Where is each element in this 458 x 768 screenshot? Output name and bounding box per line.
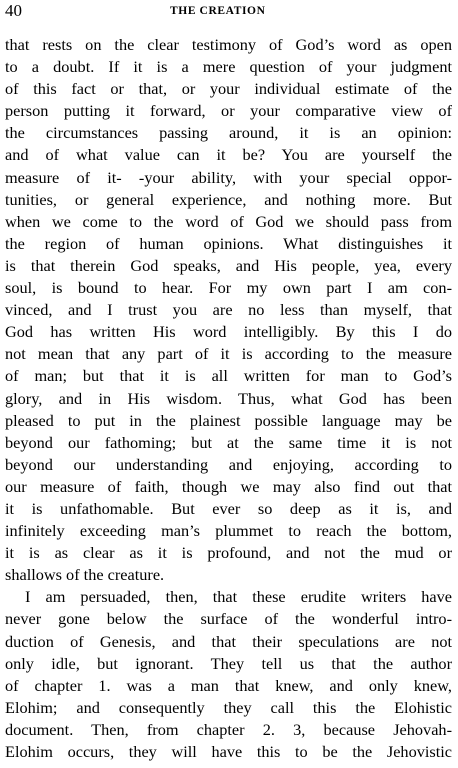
page-number: 40 <box>5 1 22 20</box>
text-line: that rests on the clear testimony of God’s word as open <box>5 35 452 54</box>
text-line: pleased to put in the plainest possible language may be <box>5 410 452 430</box>
text-line: document. Then, from chapter 2. 3, because Jehovah- <box>5 719 452 739</box>
text-line: duction of Genesis, and that their speculations are not <box>5 631 452 651</box>
text-line: vinced, and I trust you are no less than myself, that <box>5 300 452 320</box>
page-header <box>5 0 452 30</box>
text-line: person putting it forward, or your comparative view of <box>5 101 452 121</box>
text-line: the region of human opinions. What distinguishes it <box>5 233 452 253</box>
text-line: beyond our fathoming; but at the same time it is not <box>5 432 452 452</box>
text-line: to a doubt. If it is a mere question of your judgment <box>5 57 452 77</box>
text-line: God has written His word intelligibly. By this I do <box>5 322 452 342</box>
text-line: tunities, or general experience, and nothing more. But <box>5 189 452 209</box>
text-line: I am persuaded, then, that these erudite writers have <box>25 587 452 607</box>
text-line: of this fact or that, or your individual estimate of the <box>5 79 452 99</box>
text-line: it is as clear as it is profound, and not the mud or <box>5 543 452 563</box>
text-line: soul, is bound to hear. For my own part I am con- <box>5 278 452 298</box>
text-line: glory, and in His wisdom. Thus, what God has been <box>5 388 452 408</box>
text-line: Elohim; and consequently they call this the Elohistic <box>5 697 452 717</box>
text-line: shallows of the creature. <box>5 565 165 585</box>
text-line: and of what value can it be? You are yourself the <box>5 145 452 165</box>
text-line: not mean that any part of it is according to the measure <box>5 344 452 364</box>
text-line: beyond our understanding and enjoying, according to <box>5 454 452 474</box>
text-line: our measure of faith, though we may also find out that <box>5 476 452 496</box>
text-line: is that therein God speaks, and His people, yea, every <box>5 255 452 275</box>
text-line: measure of it- -your ability, with your special oppor- <box>5 167 452 187</box>
text-line: never gone below the surface of the wonderful intro- <box>5 609 452 629</box>
text-line: infinitely exceeding man’s plummet to reach the bottom, <box>5 521 452 541</box>
text-line: only idle, but ignorant. They tell us that the author <box>5 653 452 673</box>
body-text <box>5 34 452 763</box>
text-line: of chapter 1. was a man that knew, and only knew, <box>5 675 452 695</box>
text-line: the circumstances passing around, it is an opinion: <box>5 123 452 143</box>
text-line: it is unfathomable. But ever so deep as it is, and <box>5 498 452 518</box>
text-line: Elohim occurs, they will have this to be the Jehovistic <box>5 742 452 761</box>
text-line: of man; but that it is all written for man to God’s <box>5 366 452 386</box>
running-head: THE CREATION <box>170 5 266 17</box>
text-line: when we come to the word of God we should pass from <box>5 211 452 231</box>
